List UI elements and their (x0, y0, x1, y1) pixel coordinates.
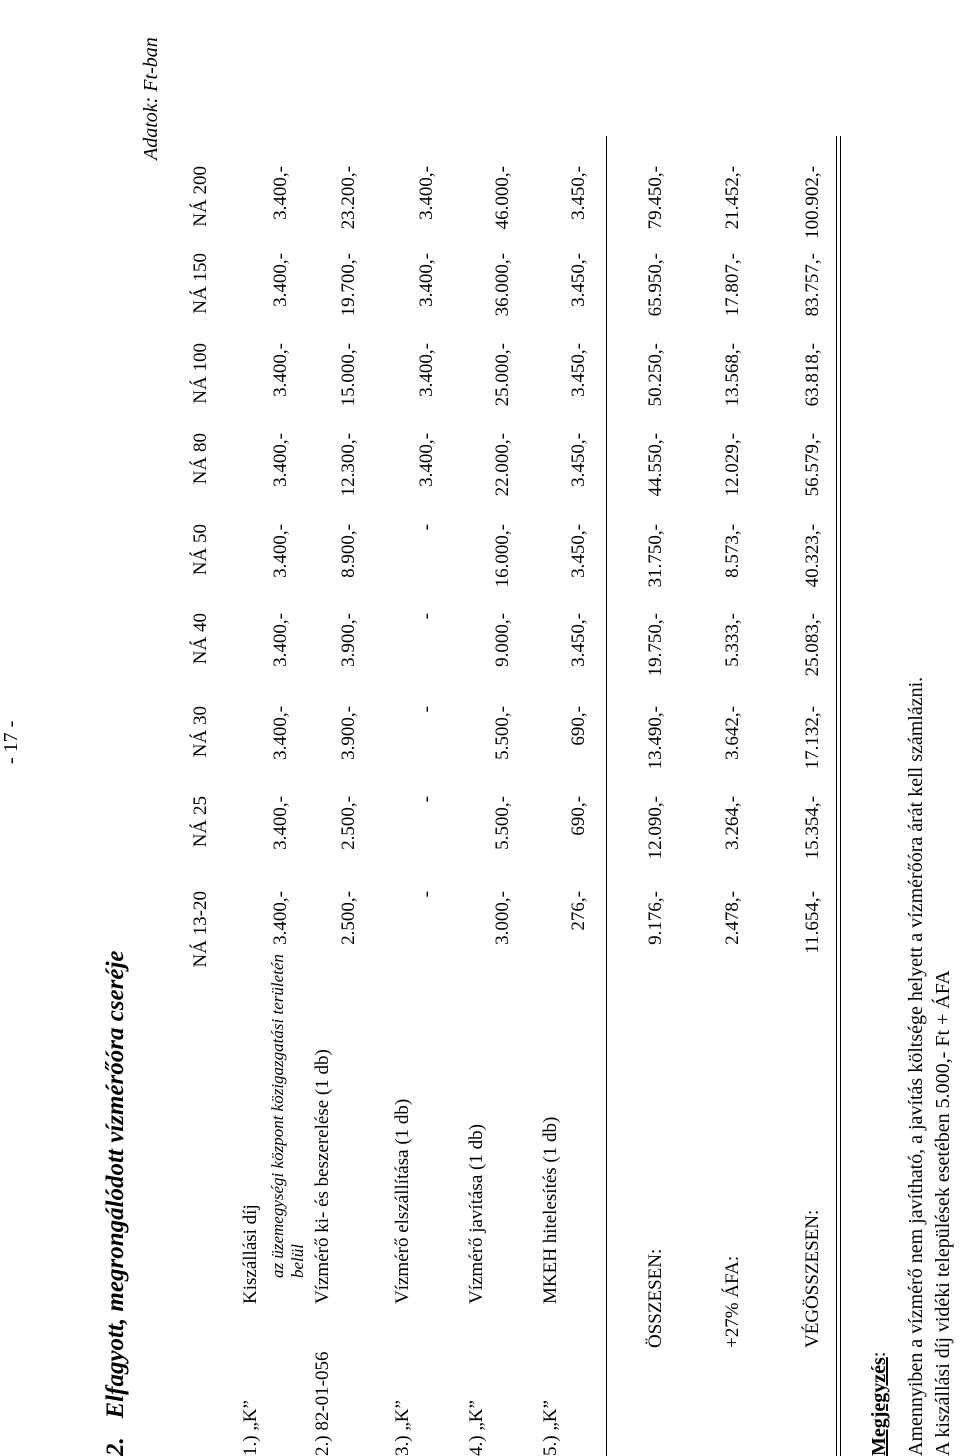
total-cell: 2.478,- (722, 891, 743, 945)
bottom-rule (836, 136, 837, 1456)
total-cell: 12.029,- (722, 433, 743, 497)
row-code: 2.) 82-01-056 (312, 1351, 333, 1456)
total-cell: 79.450,- (645, 166, 666, 230)
table-cell: 46.000,- (492, 166, 513, 230)
total-cell: 5.333,- (722, 613, 743, 667)
table-cell: 22.000,- (492, 433, 513, 497)
table-cell: 3.400,- (270, 706, 291, 760)
row-label: MKEH hitelesítés (1 db) (540, 1116, 561, 1304)
table-cell: 5.500,- (492, 706, 513, 760)
table-cell: 3.400,- (270, 433, 291, 487)
row-code: 3.) „K” (392, 1400, 413, 1456)
table-cell: 3.400,- (270, 613, 291, 667)
table-cell: 19.700,- (338, 253, 359, 317)
column-header: NÁ 200 (190, 166, 211, 227)
table-cell: 25.000,- (492, 343, 513, 407)
total-cell: 17.807,- (722, 253, 743, 317)
table-cell: 3.400,- (270, 166, 291, 220)
table-cell: 2.500,- (338, 891, 359, 945)
total-cell: 21.452,- (722, 166, 743, 230)
table-cell: 12.300,- (338, 433, 359, 497)
column-header: NÁ 40 (190, 613, 211, 665)
total-cell: 50.250,- (645, 343, 666, 407)
row-label: Kiszállási díj (240, 1204, 261, 1304)
total-cell: 63.818,- (802, 343, 823, 407)
total-cell: 8.573,- (722, 524, 743, 578)
units-label: Adatok: Ft-ban (140, 37, 162, 160)
table-cell: 3.400,- (416, 433, 437, 487)
table-cell: - (416, 613, 437, 620)
column-header: NÁ 150 (190, 253, 211, 314)
total-cell: 17.132,- (802, 706, 823, 770)
row-code: 1.) „K” (240, 1400, 261, 1456)
table-cell: 3.450,- (568, 613, 589, 667)
total-cell: 3.264,- (722, 796, 743, 850)
total-cell: 83.757,- (802, 253, 823, 317)
total-label: +27% ÁFA: (722, 1255, 743, 1348)
table-cell: - (416, 891, 437, 898)
section-title (102, 950, 130, 1456)
total-label: ÖSSZESEN: (645, 1248, 666, 1348)
bottom-rule-2 (840, 136, 841, 1456)
table-cell: 3.900,- (338, 706, 359, 760)
row-code: 4.) „K” (466, 1400, 487, 1456)
row-sublabel: az üzemegységi központ közigazgatási területén belül (268, 954, 307, 1278)
column-header: NÁ 13-20 (190, 891, 211, 968)
row-code: 5.) „K” (540, 1400, 561, 1456)
table-cell: 9.000,- (492, 613, 513, 667)
total-cell: 44.550,- (645, 433, 666, 497)
separator-rule (606, 136, 607, 1456)
section-title-text: Elfagyott, megrongálódott vízmérőóra cseréje (102, 950, 129, 1419)
table-cell: 36.000,- (492, 253, 513, 317)
table-cell: 3.450,- (568, 433, 589, 487)
column-header: NÁ 25 (190, 796, 211, 848)
table-cell: 3.400,- (270, 253, 291, 307)
table-cell: 276,- (568, 891, 589, 931)
table-cell: - (416, 524, 437, 531)
total-cell: 40.323,- (802, 524, 823, 588)
total-cell: 11.654,- (802, 891, 823, 954)
table-cell: 3.450,- (568, 524, 589, 578)
table-cell: 3.450,- (568, 166, 589, 220)
column-header: NÁ 50 (190, 524, 211, 576)
note-title: Megjegyzés (868, 1357, 890, 1456)
column-header: NÁ 30 (190, 706, 211, 758)
column-header: NÁ 100 (190, 343, 211, 404)
table-cell: 3.400,- (416, 253, 437, 307)
table-cell: 3.450,- (568, 343, 589, 397)
row-label: Vízmérő ki- és beszerelése (1 db) (312, 1049, 333, 1304)
column-header: NÁ 80 (190, 433, 211, 485)
total-cell: 9.176,- (645, 891, 666, 945)
table-cell: 690,- (568, 796, 589, 836)
note-colon: : (868, 1351, 890, 1358)
table-cell: 15.000,- (338, 343, 359, 407)
table-cell: 3.450,- (568, 253, 589, 307)
total-cell: 31.750,- (645, 524, 666, 588)
note (868, 1352, 891, 1456)
total-label: VÉGÖSSZESEN: (802, 1209, 823, 1348)
total-cell: 65.950,- (645, 253, 666, 317)
total-cell: 3.642,- (722, 706, 743, 760)
row-label: Vízmérő elszállítása (1 db) (392, 1098, 413, 1304)
table-cell: - (416, 706, 437, 713)
table-cell: 3.900,- (338, 613, 359, 667)
table-cell: 690,- (568, 706, 589, 746)
total-cell: 100.902,- (802, 166, 823, 239)
table-cell: 5.500,- (492, 796, 513, 850)
table-cell: - (416, 796, 437, 803)
table-cell: 3.400,- (270, 343, 291, 397)
total-cell: 12.090,- (645, 796, 666, 860)
total-cell: 25.083,- (802, 613, 823, 677)
table-cell: 2.500,- (338, 796, 359, 850)
table-cell: 3.400,- (416, 166, 437, 220)
table-cell: 3.400,- (270, 524, 291, 578)
total-cell: 56.579,- (802, 433, 823, 497)
table-cell: 3.400,- (416, 343, 437, 397)
total-cell: 15.354,- (802, 796, 823, 860)
note-line-1: Amennyiben a vízmérő nem javítható, a javítás költsége helyett a vízmérőóra árát kell számlázni. (905, 676, 927, 1456)
table-cell: 23.200,- (338, 166, 359, 230)
row-label: Vízmérő javítása (1 db) (466, 1124, 487, 1304)
page-number: - 17 - (0, 720, 22, 764)
table-cell: 3.400,- (270, 796, 291, 850)
note-line-2: A kiszállási díj vidéki települések esetében 5.000,- Ft + ÁFA (932, 970, 954, 1456)
table-cell: 3.000,- (492, 891, 513, 945)
table-cell: 8.900,- (338, 524, 359, 578)
total-cell: 13.568,- (722, 343, 743, 407)
table-cell: 16.000,- (492, 524, 513, 588)
table-cell: 3.400,- (270, 891, 291, 945)
section-number: 2. (102, 1437, 129, 1456)
total-cell: 19.750,- (645, 613, 666, 677)
total-cell: 13.490,- (645, 706, 666, 770)
